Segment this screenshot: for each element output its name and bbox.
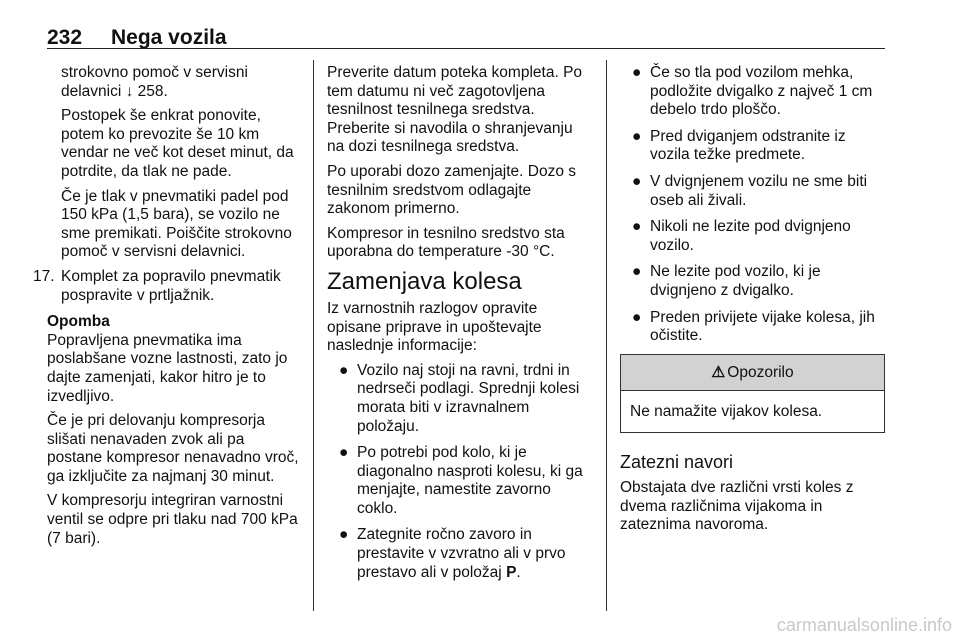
section-intro: Iz varnostnih razlogov opravite opisane priprave in upoštevajte naslednje informacije: xyxy=(327,299,542,355)
warning-text: Ne namažite vijakov kolesa. xyxy=(630,403,823,421)
list-item: ● Po potrebi pod kolo, ki je diagonalno nasproti kolesu, ki ga menjajte, namestite zavorno coklo. xyxy=(339,444,583,517)
step-text: Komplet za popravilo pnevmatik pospravite v prtljažnik. xyxy=(61,267,281,304)
column-divider-1 xyxy=(313,60,314,611)
continued-paragraph-1: strokovno pomoč v servisni delavnici ↓ 258. xyxy=(61,64,248,100)
expiry-paragraph: Preverite datum poteka kompleta. Po tem datumu ni več zagotovljena tesnilnost tesnilnega sredstva. Preberite si navodila o shranjevanju na dozi tesnilnega sredstva. xyxy=(327,64,583,156)
warning-icon: ⚠ xyxy=(711,363,726,381)
bullet-icon: ● xyxy=(632,64,642,81)
bullet-icon: ● xyxy=(339,444,349,462)
list-item: ● V dvignjenem vozilu ne sme biti oseb ali živali. xyxy=(632,172,868,209)
note-paragraph-2: Če je pri delovanju kompresorja slišati nenavaden zvok ali pa postane kompresor nenavadno vroč, ga izključite za najmanj 30 minut. xyxy=(47,412,299,485)
step-17 xyxy=(33,267,303,305)
page-title: Nega vozila xyxy=(111,26,227,49)
temperature-paragraph: Kompresor in tesnilno sredstvo sta uporabna do temperature -30 °C. xyxy=(327,224,565,261)
column-2 xyxy=(327,64,593,590)
torque-paragraph: Obstajata dve različni vrsti koles z dvema različnima vijakoma in zateznima navoroma. xyxy=(620,478,854,534)
watermark: carmanualsonline.info xyxy=(776,615,952,635)
page-number: 232 xyxy=(47,26,83,49)
precaution-list-continued xyxy=(620,64,885,346)
note-paragraph-3: V kompresorju integriran varnostni ventil se odpre pri tlaku nad 700 kPa (7 bari). xyxy=(47,492,298,547)
bullet-icon: ● xyxy=(632,308,642,326)
section-heading: Zamenjava kolesa xyxy=(327,267,522,295)
continued-paragraph-3: Če je tlak v pnevmatiki padel pod 150 kPa (1,5 bara), se vozilo ne sme premikati. Poiščite strokovno pomoč v servisni delavnici. xyxy=(61,187,292,261)
column-1 xyxy=(33,64,303,554)
bullet-icon: ● xyxy=(632,172,642,190)
list-item: ● Če so tla pod vozilom mehka, podložite dvigalko z največ 1 cm debelo trdo ploščo. xyxy=(632,64,873,119)
list-item: ● Vozilo naj stoji na ravni, trdni in nedrseči podlagi. Sprednji kolesi morata biti v izravnalnem položaju. xyxy=(339,361,580,435)
warning-header xyxy=(621,355,884,392)
list-item: ● Ne lezite pod vozilo, ki je dvignjeno z dvigalko. xyxy=(632,263,821,299)
bullet-icon: ● xyxy=(339,361,349,379)
list-item: ● Pred dviganjem odstranite iz vozila težke predmete. xyxy=(632,127,846,164)
list-item: ● Nikoli ne lezite pod dvignjeno vozilo. xyxy=(632,218,851,254)
warning-title: Opozorilo xyxy=(727,363,794,381)
bullet-icon: ● xyxy=(632,263,642,281)
gear-position-label: P xyxy=(506,563,517,581)
bullet-icon: ● xyxy=(632,218,642,236)
note-title: Opomba xyxy=(47,313,110,331)
list-item: ● Zategnite ročno zavoro in prestavite v vzvratno ali v prvo prestavo ali v položaj P. xyxy=(339,526,566,581)
continued-paragraph-2: Postopek še enkrat ponovite, potem ko prevozite še 10 km vendar ne več kot deset minut, da potrdite, da tlak ne pade. xyxy=(61,107,294,180)
column-divider-2 xyxy=(606,60,607,611)
step-number: 17. xyxy=(33,267,55,285)
column-3 xyxy=(620,64,885,541)
note-paragraph-1: Popravljena pnevmatika ima poslabšane vozne lastnosti, zato jo dajte zamenjati, kakor hitro je to izvedljivo. xyxy=(47,331,288,405)
warning-box xyxy=(620,354,885,433)
list-item: ● Preden privijete vijake kolesa, jih očistite. xyxy=(632,308,875,345)
disposal-paragraph: Po uporabi dozo zamenjajte. Dozo s tesnilnim sredstvom odlagajte zakonom primerno. xyxy=(327,162,577,218)
bullet-icon: ● xyxy=(632,127,642,145)
precaution-list xyxy=(327,362,593,583)
page-header xyxy=(47,10,885,49)
subsection-heading: Zatezni navori xyxy=(620,451,734,472)
bullet-icon: ● xyxy=(339,526,349,544)
page-reference-icon: ↓ xyxy=(125,82,134,100)
